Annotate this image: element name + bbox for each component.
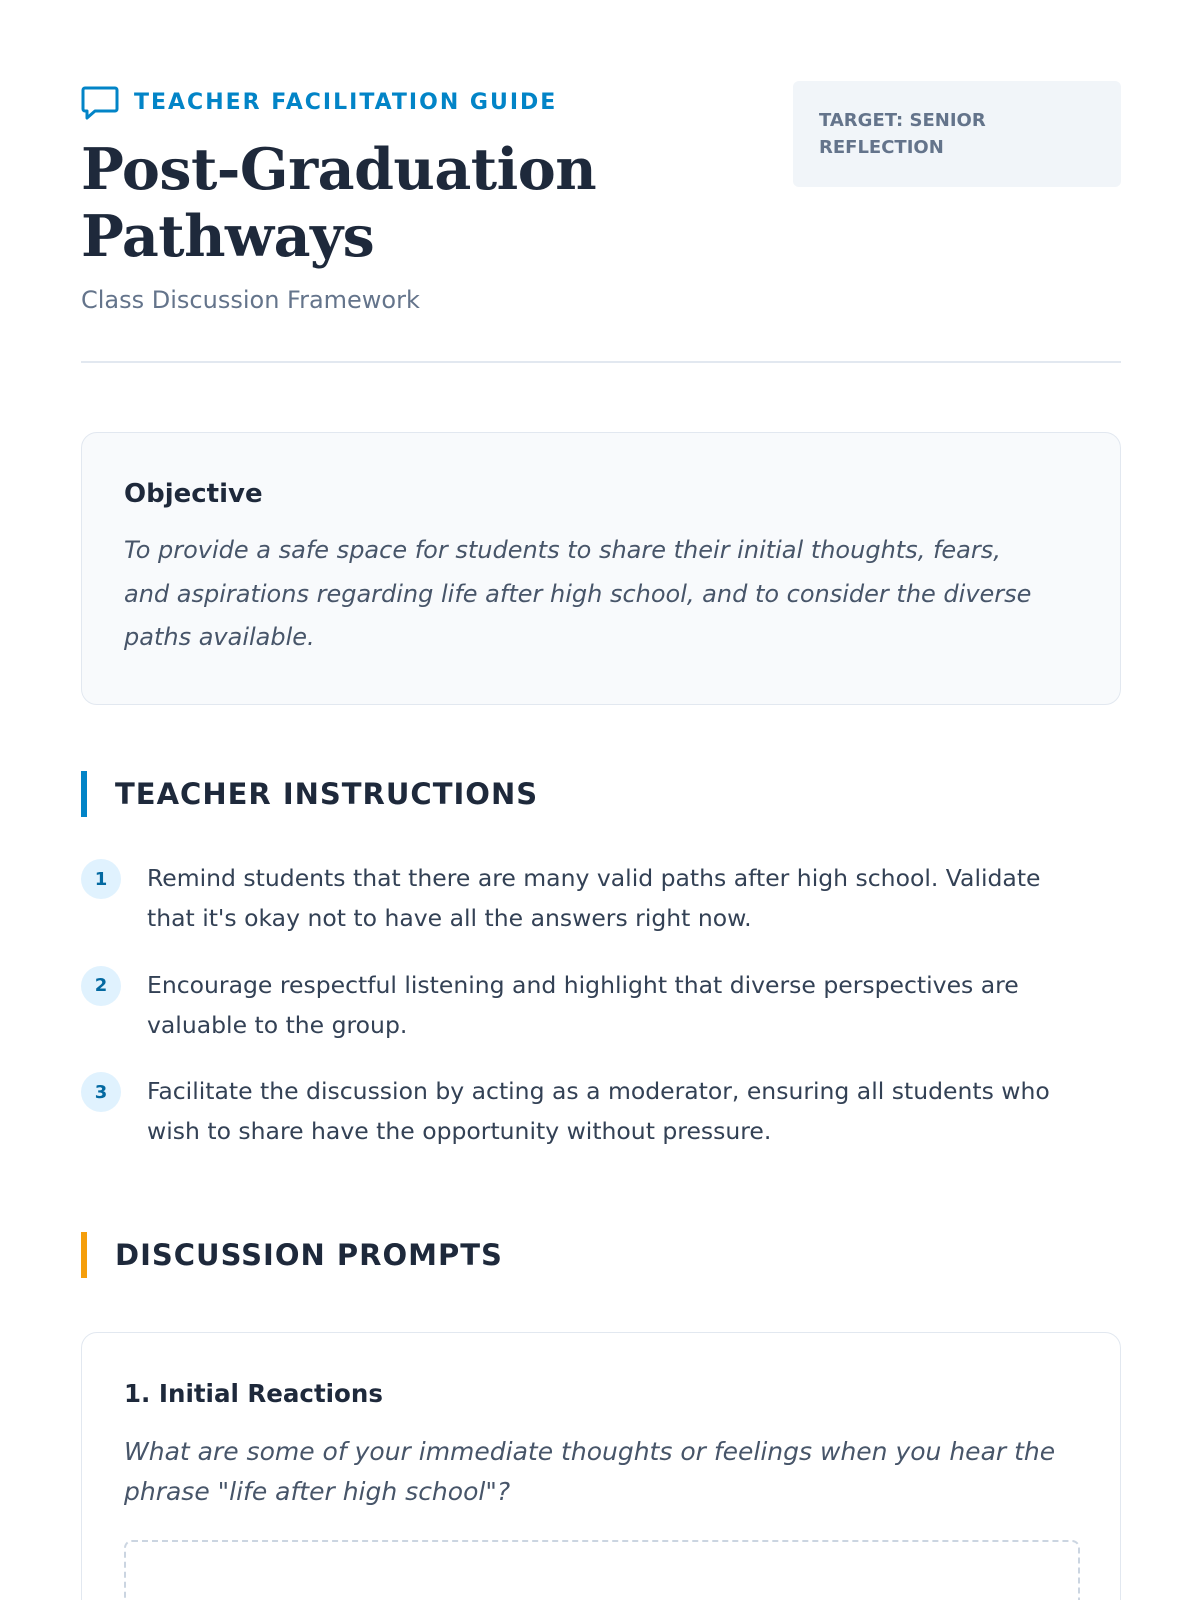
instruction-text <box>147 1071 1050 1151</box>
section-accent-bar <box>81 1232 87 1278</box>
target-badge-line-1: TARGET: SENIOR <box>819 110 986 131</box>
instruction-list <box>81 858 1121 1178</box>
instruction-text-line-2: wish to share have the opportunity without pressure. <box>147 1117 772 1145</box>
page-title-line-1: Post-Graduation <box>81 136 597 203</box>
instruction-item <box>81 965 1121 1045</box>
teacher-instructions-title: TEACHER INSTRUCTIONS <box>115 777 539 811</box>
objective-text <box>124 529 1078 660</box>
objective-title: Objective <box>124 479 263 509</box>
instruction-text-line-1: Facilitate the discussion by acting as a moderator, ensuring all students who <box>147 1077 1050 1105</box>
prompt-question-line-2: phrase "life after high school"? <box>124 1477 511 1506</box>
prompt-question-line-1: What are some of your immediate thoughts or feelings when you hear the <box>124 1437 1056 1466</box>
section-accent-bar <box>81 771 87 817</box>
instruction-text-line-2: that it's okay not to have all the answers right now. <box>147 904 752 932</box>
prompt-card <box>81 1332 1121 1600</box>
page-header <box>81 0 1121 363</box>
instruction-number-badge: 2 <box>81 966 121 1006</box>
instruction-text-line-2: valuable to the group. <box>147 1010 408 1039</box>
discussion-prompts-title: DISCUSSION PROMPTS <box>115 1238 503 1272</box>
facilitation-guide-page <box>81 0 1121 1506</box>
instruction-text <box>147 965 1019 1045</box>
page-subtitle: Class Discussion Framework <box>81 286 420 314</box>
instruction-number-badge: 1 <box>81 859 121 899</box>
objective-text-line-1: To provide a safe space for students to share their initial thoughts, fears, <box>124 536 1001 564</box>
objective-box <box>81 432 1121 705</box>
discussion-prompts-heading <box>81 1232 503 1278</box>
instruction-item <box>81 858 1121 938</box>
objective-text-line-3: paths available. <box>124 623 315 651</box>
instruction-text-line-1: Encourage respectful listening and highlight that diverse perspectives are <box>147 970 1019 999</box>
response-area[interactable] <box>124 1540 1080 1600</box>
prompt-title: 1. Initial Reactions <box>124 1379 383 1408</box>
eyebrow <box>81 83 557 121</box>
eyebrow-label: TEACHER FACILITATION GUIDE <box>134 89 558 115</box>
instruction-text <box>147 858 1041 938</box>
target-badge <box>793 81 1121 187</box>
page-title <box>81 136 596 270</box>
prompt-question <box>124 1432 1078 1512</box>
target-badge-line-2: REFLECTION <box>819 137 944 158</box>
page-title-line-2: Pathways <box>81 203 375 270</box>
objective-text-line-2: and aspirations regarding life after high school, and to consider the diverse <box>124 579 1032 608</box>
instruction-number-badge: 3 <box>81 1072 121 1112</box>
instruction-text-line-1: Remind students that there are many valid paths after high school. Validate <box>147 864 1041 892</box>
instruction-item <box>81 1071 1121 1151</box>
chat-bubble-icon <box>81 83 119 121</box>
teacher-instructions-heading <box>81 771 538 817</box>
